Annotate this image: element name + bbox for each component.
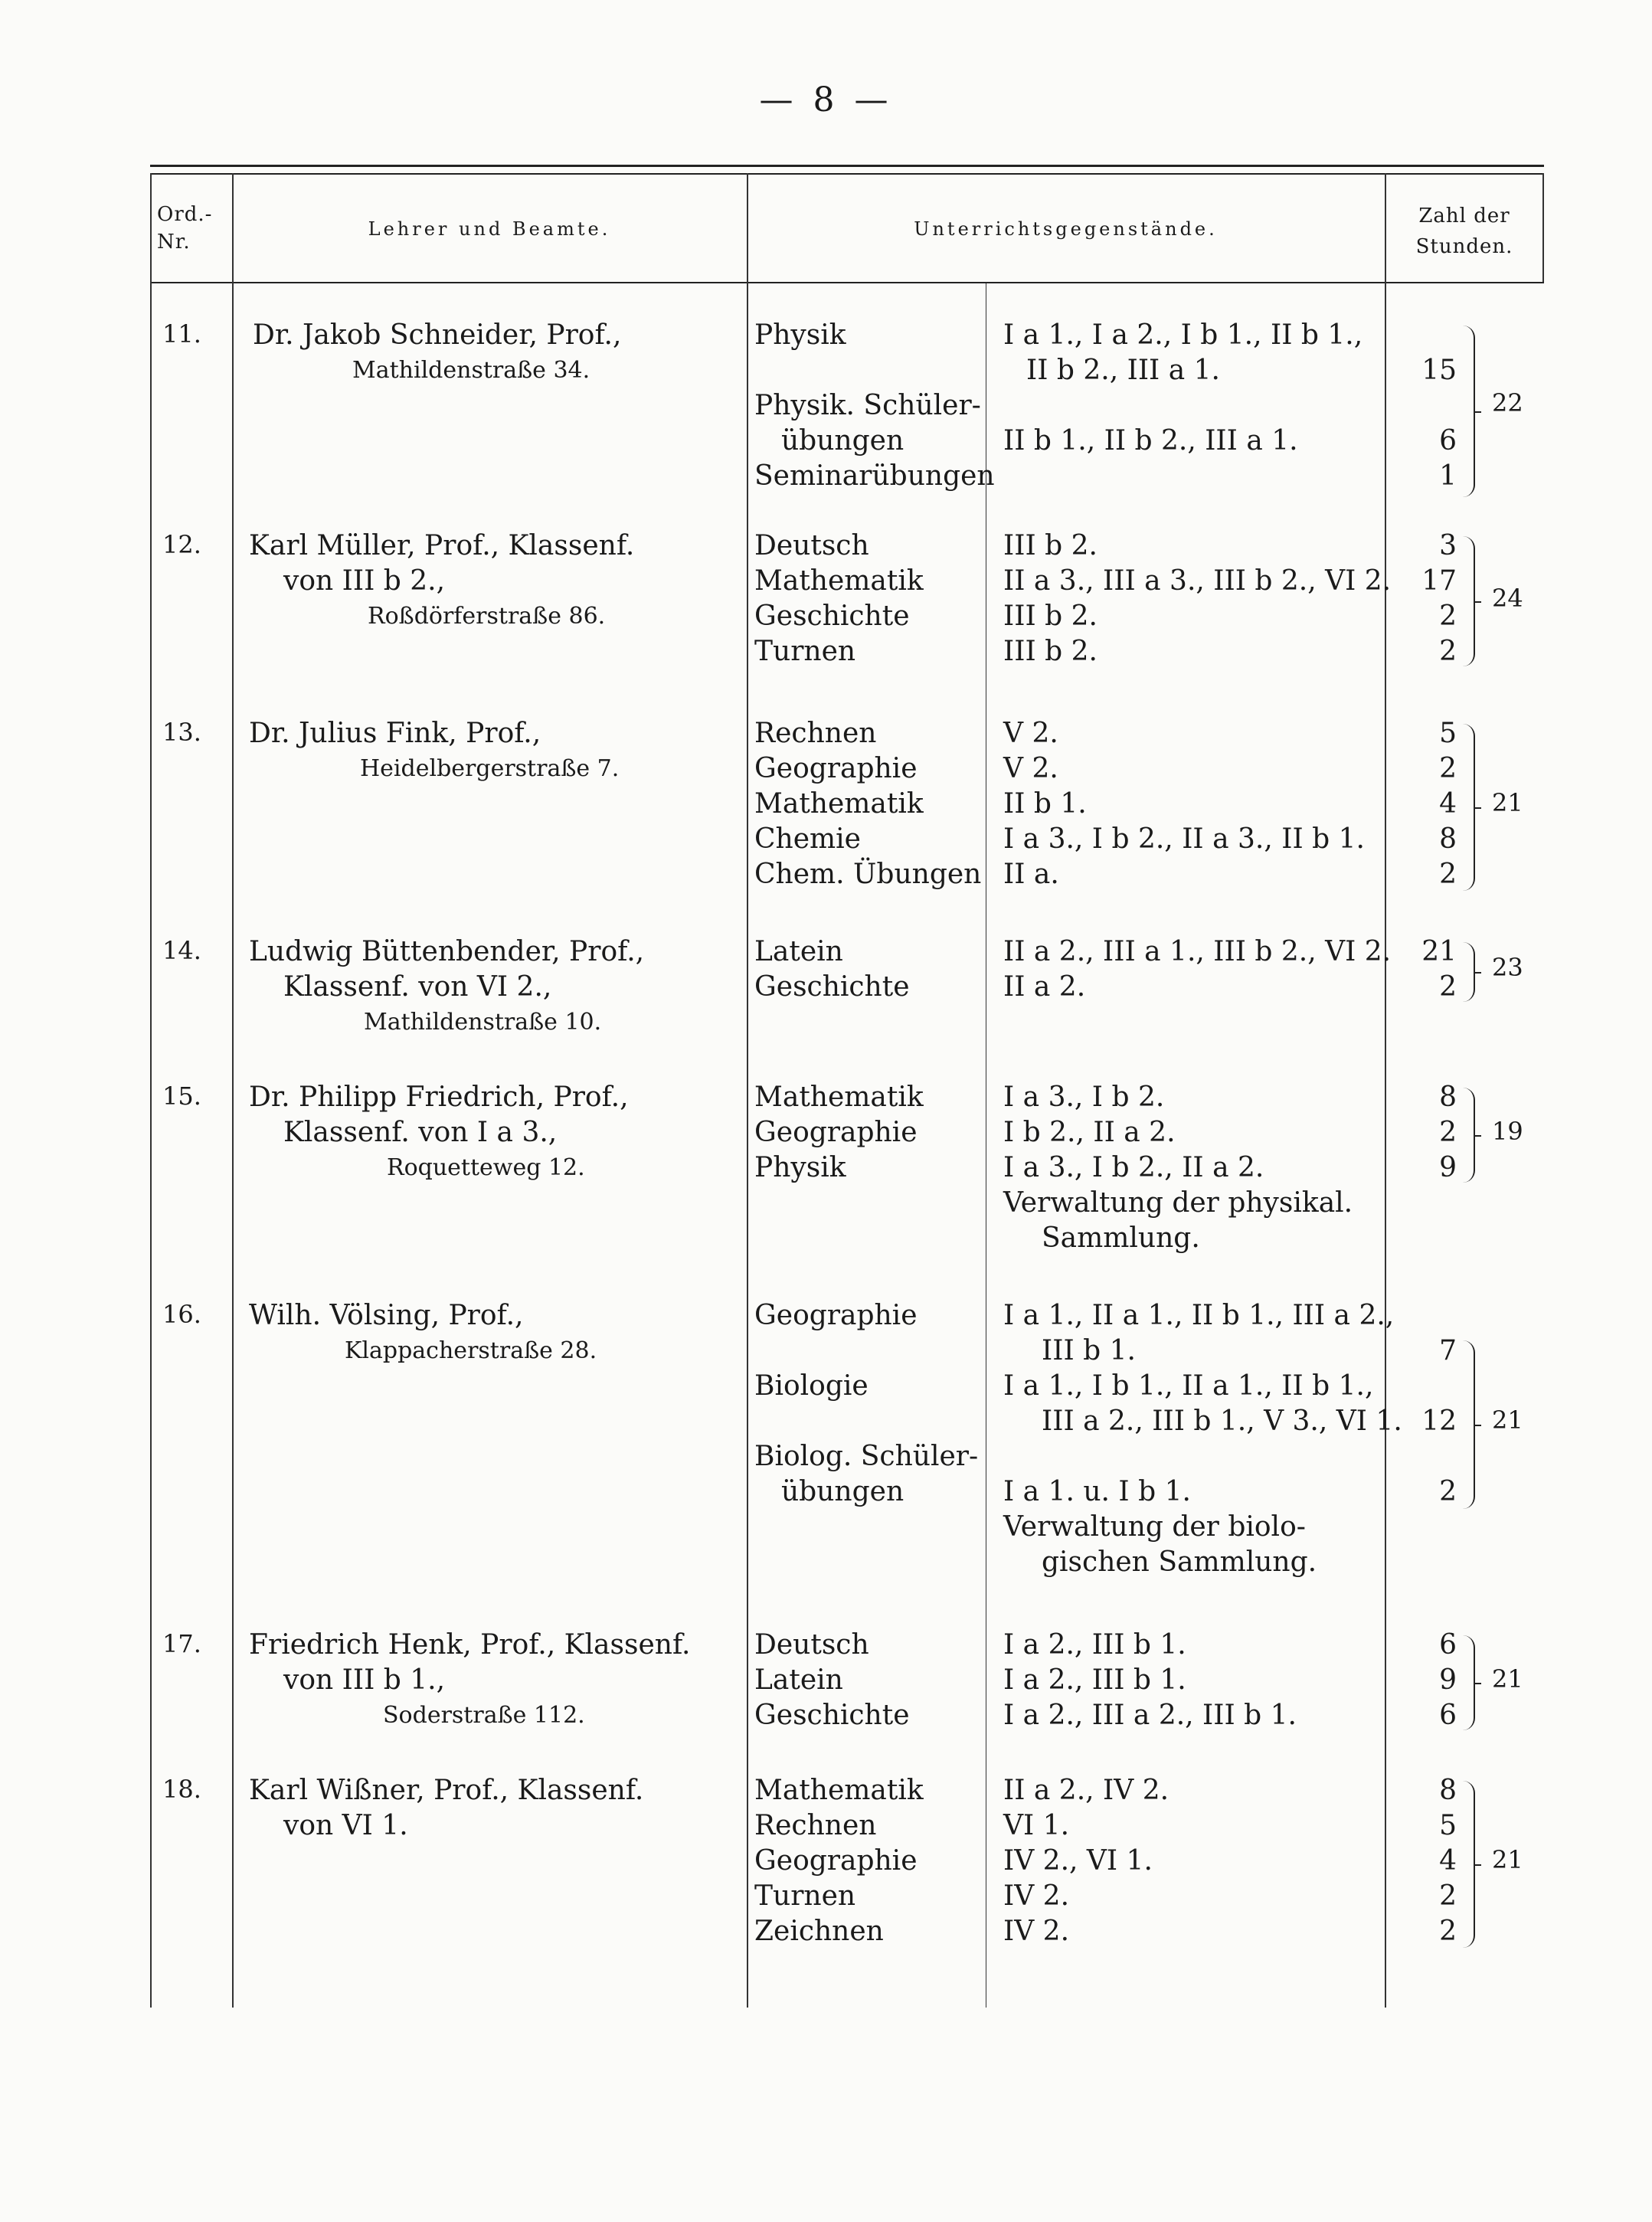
brace <box>1463 326 1475 497</box>
classes: II a 2., IV 2. <box>1003 1775 1169 1806</box>
teacher-class: von III b 2., <box>283 565 446 597</box>
classes: II b 1. <box>1003 788 1087 820</box>
hours: 1 <box>1439 460 1457 492</box>
subject: Turnen <box>754 636 856 667</box>
entry-nr: 17. <box>162 1629 201 1658</box>
hours: 2 <box>1439 1117 1457 1148</box>
header-subjects: Unterrichtsgegenstände. <box>914 218 1218 240</box>
classes: gischen Sammlung. <box>1042 1546 1317 1578</box>
classes: Verwaltung der biolo- <box>1003 1511 1306 1543</box>
subject: Geographie <box>754 753 918 784</box>
hours: 2 <box>1439 600 1457 632</box>
teacher-address: Klappacherstraße 28. <box>345 1337 597 1364</box>
classes: III b 2. <box>1003 636 1098 667</box>
top-rule-thin <box>150 173 1544 175</box>
teacher-name: Karl Müller, Prof., Klassenf. <box>249 530 635 561</box>
teacher-name: Dr. Philipp Friedrich, Prof., <box>249 1082 629 1113</box>
hours: 4 <box>1439 788 1457 820</box>
subject: Mathematik <box>754 1775 924 1806</box>
total-hours: 19 <box>1492 1117 1523 1146</box>
classes: I a 1. u. I b 1. <box>1003 1476 1191 1507</box>
teacher-address: Roquetteweg 12. <box>387 1154 585 1181</box>
subject: Geschichte <box>754 1700 910 1731</box>
classes: II b 2., III a 1. <box>1026 355 1220 386</box>
hours: 8 <box>1439 1775 1457 1806</box>
column-divider-teacher <box>747 173 748 2008</box>
entry-nr: 18. <box>162 1775 201 1804</box>
classes: III b 1. <box>1042 1335 1136 1366</box>
classes: VI 1. <box>1003 1810 1070 1841</box>
hours: 15 <box>1421 355 1457 386</box>
classes: I a 1., I b 1., II a 1., II b 1., <box>1003 1370 1374 1402</box>
header-hours <box>1386 201 1542 262</box>
teacher-address: Soderstraße 112. <box>383 1702 585 1729</box>
classes: I a 1., II a 1., II b 1., III a 2., <box>1003 1300 1395 1331</box>
subject: Geschichte <box>754 971 910 1003</box>
teacher-class: Klassenf. von VI 2., <box>283 971 552 1003</box>
teacher-address: Mathildenstraße 10. <box>364 1009 602 1036</box>
subject: Zeichnen <box>754 1916 884 1947</box>
classes: I a 3., I b 2., II a 2. <box>1003 1152 1264 1183</box>
entry-nr: 15. <box>162 1082 201 1111</box>
subject: Chemie <box>754 823 861 855</box>
hours: 6 <box>1439 425 1457 457</box>
hours: 2 <box>1439 859 1457 890</box>
subject: Physik <box>754 319 846 351</box>
page-number: — 8 — <box>759 80 893 119</box>
subject: Geographie <box>754 1117 918 1148</box>
classes: II b 1., II b 2., III a 1. <box>1003 425 1298 457</box>
subject: Mathematik <box>754 565 924 597</box>
hours: 2 <box>1439 1880 1457 1912</box>
hours: 12 <box>1421 1406 1457 1437</box>
teacher-name: Wilh. Völsing, Prof., <box>249 1300 524 1331</box>
hours: 3 <box>1439 530 1457 561</box>
classes: IV 2., VI 1. <box>1003 1845 1153 1877</box>
entry-nr: 12. <box>162 530 201 559</box>
entry-nr: 16. <box>162 1300 201 1329</box>
hours: 9 <box>1439 1664 1457 1696</box>
total-hours: 24 <box>1492 584 1523 613</box>
subject: Seminarübungen <box>754 460 995 492</box>
header-nr-line1: Ord.- <box>157 203 213 226</box>
brace <box>1463 724 1475 891</box>
classes: I a 1., I a 2., I b 1., II b 1., <box>1003 319 1363 351</box>
classes: I a 2., III a 2., III b 1. <box>1003 1700 1297 1731</box>
brace <box>1463 536 1475 666</box>
teacher-name: Dr. Julius Fink, Prof., <box>249 718 541 749</box>
hours: 7 <box>1439 1335 1457 1366</box>
header-hours-line1: Zahl der <box>1418 205 1510 227</box>
entry-nr: 14. <box>162 936 201 965</box>
subject: Turnen <box>754 1880 856 1912</box>
subject: Latein <box>754 936 843 967</box>
teacher-name: Karl Wißner, Prof., Klassenf. <box>249 1775 644 1806</box>
subject: Deutsch <box>754 530 869 561</box>
classes: III b 2. <box>1003 600 1098 632</box>
table-left-border <box>150 173 152 2008</box>
teacher-name: Dr. Jakob Schneider, Prof., <box>253 319 622 351</box>
hours: 4 <box>1439 1845 1457 1877</box>
header-nr-line2: Nr. <box>157 231 191 254</box>
classes: II a 2. <box>1003 971 1086 1003</box>
subject: Mathematik <box>754 1082 924 1113</box>
subject: Geographie <box>754 1845 918 1877</box>
subject: Physik. Schüler- <box>754 390 981 421</box>
entry-nr: 13. <box>162 718 201 747</box>
hours: 21 <box>1421 936 1457 967</box>
teacher-address: Roßdörferstraße 86. <box>368 603 606 630</box>
total-hours: 21 <box>1492 788 1523 817</box>
subject: Biolog. Schüler- <box>754 1441 979 1472</box>
brace <box>1463 1340 1475 1509</box>
classes: V 2. <box>1003 753 1058 784</box>
hours: 8 <box>1439 823 1457 855</box>
column-divider-hours <box>1385 173 1386 2008</box>
classes: II a. <box>1003 859 1059 890</box>
total-hours: 21 <box>1492 1664 1523 1693</box>
subject: Deutsch <box>754 1629 869 1661</box>
subject: Biologie <box>754 1370 869 1402</box>
subject: Rechnen <box>754 718 877 749</box>
classes: I a 2., III b 1. <box>1003 1629 1186 1661</box>
classes: Sammlung. <box>1042 1222 1200 1254</box>
subject: Latein <box>754 1664 843 1696</box>
classes: III b 2. <box>1003 530 1098 561</box>
entry-nr: 11. <box>162 319 201 349</box>
subject: übungen <box>781 1476 905 1507</box>
header-hours-line2: Stunden. <box>1415 235 1513 258</box>
header-rule <box>150 282 1544 283</box>
hours: 17 <box>1421 565 1457 597</box>
hours: 5 <box>1439 1810 1457 1841</box>
hours: 9 <box>1439 1152 1457 1183</box>
classes: III a 2., III b 1., V 3., VI 1. <box>1042 1406 1402 1437</box>
teacher-class: von III b 1., <box>283 1664 446 1696</box>
hours: 2 <box>1439 1916 1457 1947</box>
subject: Chem. Übungen <box>754 859 982 890</box>
teacher-address: Heidelbergerstraße 7. <box>360 755 620 782</box>
classes: I a 2., III b 1. <box>1003 1664 1186 1696</box>
header-teacher: Lehrer und Beamte. <box>368 218 611 240</box>
subject: Rechnen <box>754 1810 877 1841</box>
teacher-class: Klassenf. von I a 3., <box>283 1117 558 1148</box>
hours: 2 <box>1439 971 1457 1003</box>
top-rule <box>150 165 1544 167</box>
subject: Physik <box>754 1152 846 1183</box>
classes: IV 2. <box>1003 1916 1070 1947</box>
classes: IV 2. <box>1003 1880 1070 1912</box>
classes: I a 3., I b 2., II a 3., II b 1. <box>1003 823 1365 855</box>
brace <box>1463 1635 1475 1730</box>
hours: 6 <box>1439 1629 1457 1661</box>
table-right-border <box>1542 173 1544 282</box>
teacher-class: von VI 1. <box>283 1810 408 1841</box>
total-hours: 21 <box>1492 1406 1523 1435</box>
subject: Geschichte <box>754 600 910 632</box>
classes: II a 3., III a 3., III b 2., VI 2. <box>1003 565 1392 597</box>
classes: I b 2., II a 2. <box>1003 1117 1176 1148</box>
total-hours: 21 <box>1492 1845 1523 1874</box>
brace <box>1463 1781 1475 1948</box>
subject: Geographie <box>754 1300 918 1331</box>
classes: V 2. <box>1003 718 1058 749</box>
classes: Verwaltung der physikal. <box>1003 1187 1353 1219</box>
teacher-name: Ludwig Büttenbender, Prof., <box>249 936 645 967</box>
hours: 8 <box>1439 1082 1457 1113</box>
column-divider-nr <box>232 173 234 2008</box>
teacher-address: Mathildenstraße 34. <box>352 357 590 384</box>
classes: I a 3., I b 2. <box>1003 1082 1165 1113</box>
teacher-name: Friedrich Henk, Prof., Klassenf. <box>249 1629 691 1661</box>
brace <box>1463 942 1475 1002</box>
hours: 2 <box>1439 753 1457 784</box>
hours: 5 <box>1439 718 1457 749</box>
brace <box>1463 1088 1475 1183</box>
header-nr <box>157 201 226 256</box>
hours: 6 <box>1439 1700 1457 1731</box>
total-hours: 22 <box>1492 388 1523 417</box>
total-hours: 23 <box>1492 953 1523 982</box>
classes: II a 2., III a 1., III b 2., VI 2. <box>1003 936 1392 967</box>
hours: 2 <box>1439 1476 1457 1507</box>
subject: übungen <box>781 425 905 457</box>
subject: Mathematik <box>754 788 924 820</box>
hours: 2 <box>1439 636 1457 667</box>
